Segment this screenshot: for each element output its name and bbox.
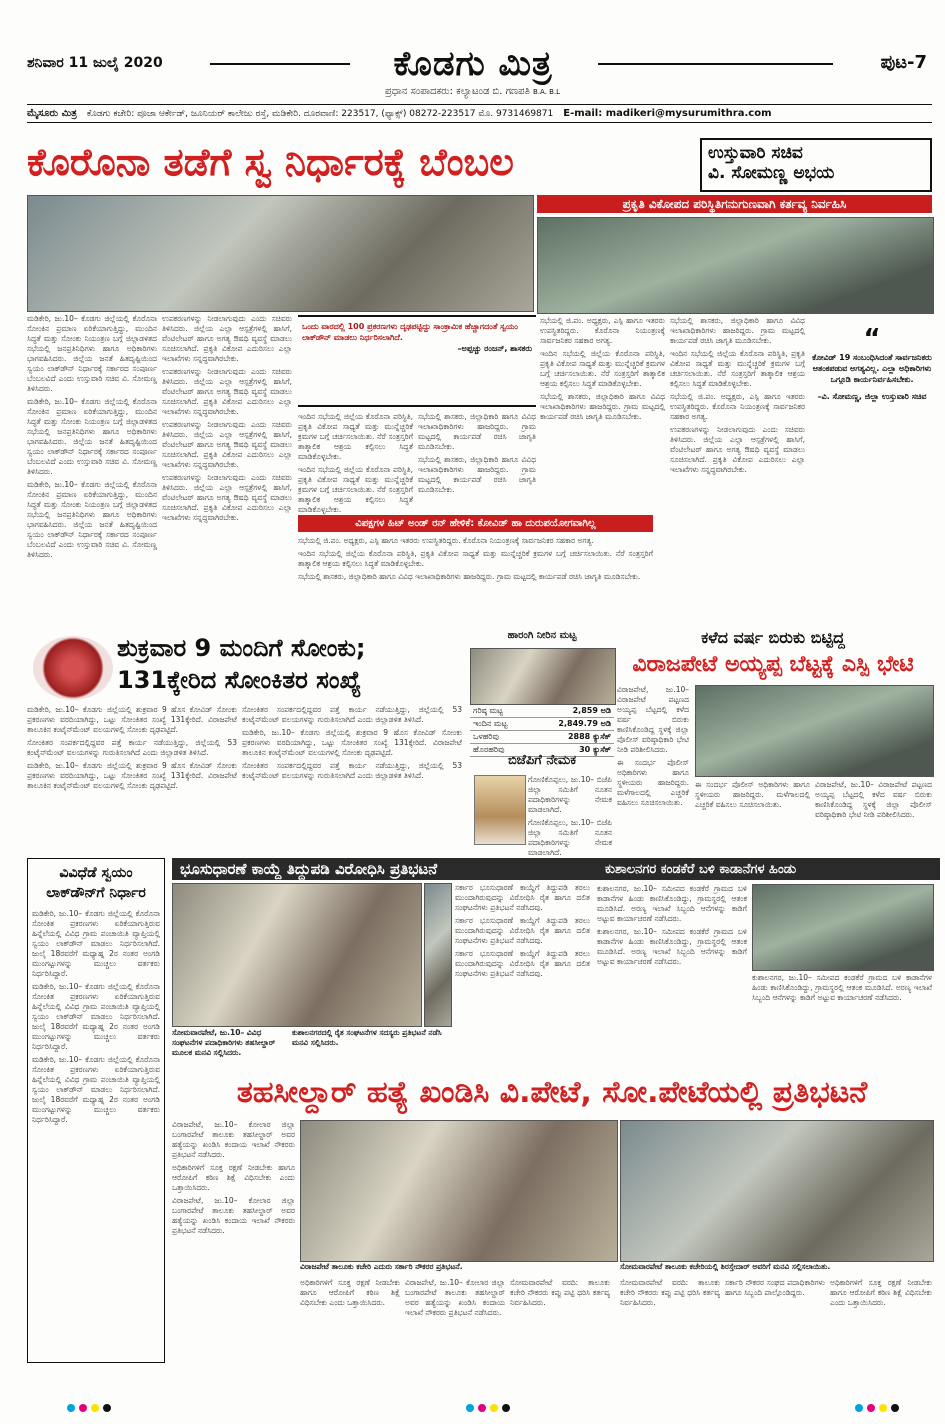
- virajpet-column-2: ಈ ಸಂದರ್ಭ ಪೊಲೀಸ್ ಅಧಿಕಾರಿಗಳು ಹಾಗೂ ಸ್ಥಳೀಯರು ಹಾಜರಿದ್ದರು. ಮಳೆಗಾಲದಲ್ಲಿ ಎಚ್ಚರಿಕೆ ವಹಿಸಲು ಸೂಚಿಸಲಾಯಿತು.: [695, 780, 810, 809]
- dam-row: ಗರಿಷ್ಠ ಮಟ್ಟ 2,859 ಅಡಿ: [470, 705, 614, 718]
- lockdown-headline: ವಿವಿಧೆಡೆ ಸ್ವಯಂ ಲಾಕ್‍ಡೌನ್‍ಗೆ ನಿರ್ಧಾರ: [46, 865, 146, 901]
- brand-name: ಮೈಸೂರು ಮಿತ್ರ: [27, 108, 77, 119]
- opposition-text: ಸಭೆಯಲ್ಲಿ ಜಿ.ಪಂ. ಅಧ್ಯಕ್ಷರು, ಎಸ್ಪಿ ಹಾಗೂ ಇತರರು ಉಪಸ್ಥಿತರಿದ್ದರು. ಕೊರೊನಾ ನಿಯಂತ್ರಣಕ್ಕೆ ಸಾರ್ವಜನಿಕರ ಸಹಕಾರ ಅಗತ್ಯ. ಇಂದಿನ ಸಭೆಯಲ್ಲಿ ಜಿಲ್ಲೆಯ ಕೊರೊನಾ ಪರಿಸ್ಥಿತಿ, ಪ್ರಕೃತಿ ವಿಕೋಪ ಸಾಧ್ಯತೆ ಮತ್ತು ಮುನ್ನೆಚ್ಚರಿಕೆ ಕ್ರಮಗಳ ಬಗ್ಗೆ ಚರ್ಚಿಸಲಾಯಿತು. ನೆರೆ ಸಂತ್ರಸ್ತರಿಗೆ ತಾತ್ಕಾಲಿಕ ಆಶ್ರಯ ಕಲ್ಪಿಸಲು ಸಿದ್ಧತೆ ಮಾಡಿಕೊಳ್ಳಬೇಕು. ಸಭೆಯಲ್ಲಿ ಶಾಸಕರು, ಜಿಲ್ಲಾಧಿಕಾರಿ ಹಾಗೂ ವಿವಿಧ ಇಲಾಖಾಧಿಕಾರಿಗಳು ಹಾಜರಿದ್ದರು. ಗ್ರಾಮ ಮಟ್ಟದಲ್ಲಿ ಕಾರ್ಯಪಡೆ ರಚಿಸಿ ಜಾಗೃತಿ ಮೂಡಿಸಬೇಕು.: [298, 536, 653, 581]
- pull-quote: ಒಂದು ವಾರದಲ್ಲಿ 100 ಪ್ರಕರಣಗಳು ದೃಢಪಟ್ಟಿದ್ದು ಸಾಂಕ್ರಾಮಿಕ ಹೆಚ್ಚಾಗದಂತೆ ಸ್ವಯಂ ಲಾಕ್‍ಡೌನ್ ಮಾಡಲು ನಿರ್ಧರಿಸಲಾಗಿದೆ. –ಅಪ್ಪಚ್ಚು ರಂಜನ್, ಶಾಸಕರು: [298, 315, 536, 407]
- appointee-photo: [474, 775, 526, 845]
- tahsildar-column-1: ವಿರಾಜಪೇಟೆ, ಜು.10– ಕೋಲಾರ ಜಿಲ್ಲಾ ಬಂಗಾರಪೇಟೆ ತಾಲೂಕು ತಹಸೀಲ್ದಾರ್ ಅವರ ಹತ್ಯೆಯನ್ನು ಖಂಡಿಸಿ ಕಂದಾಯ ಇಲಾಖೆ ನೌಕರರು ಪ್ರತಿಭಟನೆ ನಡೆಸಿದರು. ಅಧಿಕಾರಿಗಳಿಗೆ ಸೂಕ್ತ ರಕ್ಷಣೆ ನೀಡಬೇಕು ಹಾಗೂ ಆರೋಪಿಗೆ ಕಠಿಣ ಶಿಕ್ಷೆ ವಿಧಿಸಬೇಕು ಎಂದು ಒತ್ತಾಯಿಸಿದರು. ವಿರಾಜಪೇಟೆ, ಜು.10– ಕೋಲಾರ ಜಿಲ್ಲಾ ಬಂಗಾರಪೇಟೆ ತಾಲೂಕು ತಹಸೀಲ್ದಾರ್ ಅವರ ಹತ್ಯೆಯನ್ನು ಖಂಡಿಸಿ ಕಂದಾಯ ಇಲಾಖೆ ನೌಕರರು ಪ್ರತಿಭಟನೆ ನಡೆಸಿದರು.: [172, 1120, 295, 1235]
- page-number: ಪುಟ-7: [880, 52, 927, 73]
- dam-level-table: [470, 705, 614, 757]
- lead-subhead: ಪ್ರಕೃತಿ ವಿಕೋಪದ ಪರಿಸ್ಥಿತಿಗನುಗುಣವಾಗಿ ಕರ್ತವ್ಯ ನಿರ್ವಹಿಸಿ: [537, 195, 932, 213]
- covid-column-2: ಸೋಂಕಿತರ ಸಂಪರ್ಕದಲ್ಲಿದ್ದವರ ಪತ್ತೆ ಕಾರ್ಯ ನಡೆಯುತ್ತಿದ್ದು, ಜಿಲ್ಲೆಯಲ್ಲಿ 53 ಕಂಟೈನ್‍ಮೆಂಟ್ ವಲಯಗಳನ್ನು ಗುರುತಿಸಲಾಗಿದೆ ಎಂದು ಜಿಲ್ಲಾಡಳಿತ ತಿಳಿಸಿದೆ. ಮಡಿಕೇರಿ, ಜು.10– ಕೊಡಗು ಜಿಲ್ಲೆಯಲ್ಲಿ ಶುಕ್ರವಾರ 9 ಹೊಸ ಕೋವಿಡ್ ಸೋಂಕು ಪ್ರಕರಣಗಳು ವರದಿಯಾಗಿದ್ದು, ಒಟ್ಟು ಸೋಂಕಿತರ ಸಂಖ್ಯೆ 131ಕ್ಕೇರಿದೆ. ವಿರಾಜಪೇಟೆ ತಾಲೂಕಿನ ಕಂಟೈನ್‍ಮೆಂಟ್ ವಲಯಗಳಲ್ಲಿ ಸೋಂಕು ದೃಢಪಟ್ಟಿದೆ. ಸೋಂಕಿತರ ಸಂಪರ್ಕದಲ್ಲಿದ್ದವರ ಪತ್ತೆ ಕಾರ್ಯ ನಡೆಯುತ್ತಿದ್ದು, ಜಿಲ್ಲೆಯಲ್ಲಿ 53 ಕಂಟೈನ್‍ಮೆಂಟ್ ವಲಯಗಳನ್ನು ಗುರುತಿಸಲಾಗಿದೆ ಎಂದು ಜಿಲ್ಲಾಡಳಿತ ತಿಳಿಸಿದೆ.: [242, 705, 462, 780]
- masthead-rule-right: [598, 63, 833, 65]
- lead-column-1: ಮಡಿಕೇರಿ, ಜು.10– ಕೊಡಗು ಜಿಲ್ಲೆಯಲ್ಲಿ ಕೊರೊನಾ ಸೋಂಕಿನ ಪ್ರಮಾಣ ಏರಿಕೆಯಾಗುತ್ತಿದ್ದು, ಮುಂದಿನ ಸಿದ್ಧತೆ ಮತ್ತು ಸೋಂಕು ನಿಯಂತ್ರಣ ಬಗ್ಗೆ ಜಿಲ್ಲಾಡಳಿತದ ಸಭೆಯಲ್ಲಿ ಜನಪ್ರತಿನಿಧಿಗಳು ಹಾಗೂ ಅಧಿಕಾರಿಗಳು ಭಾಗವಹಿಸಿದರು. ಜಿಲ್ಲೆಯ ಜನತೆ ಹಿತದೃಷ್ಟಿಯಿಂದ ಸ್ವಯಂ ಲಾಕ್‍ಡೌನ್ ನಿರ್ಧಾರಕ್ಕೆ ಸರ್ಕಾರದ ಸಂಪೂರ್ಣ ಬೆಂಬಲವಿದೆ ಎಂದು ಉಸ್ತುವಾರಿ ಸಚಿವ ವಿ. ಸೋಮಣ್ಣ ತಿಳಿಸಿದರು. ಮಡಿಕೇರಿ, ಜು.10– ಕೊಡಗು ಜಿಲ್ಲೆಯಲ್ಲಿ ಕೊರೊನಾ ಸೋಂಕಿನ ಪ್ರಮಾಣ ಏರಿಕೆಯಾಗುತ್ತಿದ್ದು, ಮುಂದಿನ ಸಿದ್ಧತೆ ಮತ್ತು ಸೋಂಕು ನಿಯಂತ್ರಣ ಬಗ್ಗೆ ಜಿಲ್ಲಾಡಳಿತದ ಸಭೆಯಲ್ಲಿ ಜನಪ್ರತಿನಿಧಿಗಳು ಹಾಗೂ ಅಧಿಕಾರಿಗಳು ಭಾಗವಹಿಸಿದರು. ಜಿಲ್ಲೆಯ ಜನತೆ ಹಿತದೃಷ್ಟಿಯಿಂದ ಸ್ವಯಂ ಲಾಕ್‍ಡೌನ್ ನಿರ್ಧಾರಕ್ಕೆ ಸರ್ಕಾರದ ಸಂಪೂರ್ಣ ಬೆಂಬಲವಿದೆ ಎಂದು ಉಸ್ತುವಾರಿ ಸಚಿವ ವಿ. ಸೋಮಣ್ಣ ತಿಳಿಸಿದರು. ಮಡಿಕೇರಿ, ಜು.10– ಕೊಡಗು ಜಿಲ್ಲೆಯಲ್ಲಿ ಕೊರೊನಾ ಸೋಂಕಿನ ಪ್ರಮಾಣ ಏರಿಕೆಯಾಗುತ್ತಿದ್ದು, ಮುಂದಿನ ಸಿದ್ಧತೆ ಮತ್ತು ಸೋಂಕು ನಿಯಂತ್ರಣ ಬಗ್ಗೆ ಜಿಲ್ಲಾಡಳಿತದ ಸಭೆಯಲ್ಲಿ ಜನಪ್ರತಿನಿಧಿಗಳು ಹಾಗೂ ಅಧಿಕಾರಿಗಳು ಭಾಗವಹಿಸಿದರು. ಜಿಲ್ಲೆಯ ಜನತೆ ಹಿತದೃಷ್ಟಿಯಿಂದ ಸ್ವಯಂ ಲಾಕ್‍ಡೌನ್ ನಿರ್ಧಾರಕ್ಕೆ ಸರ್ಕಾರದ ಸಂಪೂರ್ಣ ಬೆಂಬಲವಿದೆ ಎಂದು ಉಸ್ತುವಾರಿ ಸಚಿವ ವಿ. ಸೋಮಣ್ಣ ತಿಳಿಸಿದರು.: [27, 314, 157, 559]
- minister-box: [700, 138, 932, 192]
- land-reform-caption-2: ಕುಶಾಲನಗರದಲ್ಲಿ ರೈತ ಸಂಘಟನೆಗಳ ಸದಸ್ಯರು ಪ್ರತಿಭಟನೆ ನಡೆಸಿ ಮನವಿ ಸಲ್ಲಿಸಿದರು.: [292, 1028, 442, 1047]
- land-reform-text: ಸರ್ಕಾರ ಭೂಸುಧಾರಣೆ ಕಾಯ್ದೆಗೆ ತಿದ್ದುಪಡಿ ತರಲು ಮುಂದಾಗಿರುವುದನ್ನು ವಿರೋಧಿಸಿ ರೈತ ಹಾಗೂ ದಲಿತ ಸಂಘಟನೆಗಳು ಪ್ರತಿಭಟನೆ ನಡೆಸಿದವು. ಸರ್ಕಾರ ಭೂಸುಧಾರಣೆ ಕಾಯ್ದೆಗೆ ತಿದ್ದುಪಡಿ ತರಲು ಮುಂದಾಗಿರುವುದನ್ನು ವಿರೋಧಿಸಿ ರೈತ ಹಾಗೂ ದಲಿತ ಸಂಘಟನೆಗಳು ಪ್ರತಿಭಟನೆ ನಡೆಸಿದವು. ಸರ್ಕಾರ ಭೂಸುಧಾರಣೆ ಕಾಯ್ದೆಗೆ ತಿದ್ದುಪಡಿ ತರಲು ಮುಂದಾಗಿರುವುದನ್ನು ವಿರೋಧಿಸಿ ರೈತ ಹಾಗೂ ದಲಿತ ಸಂಘಟನೆಗಳು ಪ್ರತಿಭಟನೆ ನಡೆಸಿದವು.: [455, 883, 590, 978]
- tahsildar-column-7: ಅಧಿಕಾರಿಗಳಿಗೆ ಸೂಕ್ತ ರಕ್ಷಣೆ ನೀಡಬೇಕು ಹಾಗೂ ಆರೋಪಿಗೆ ಕಠಿಣ ಶಿಕ್ಷೆ ವಿಧಿಸಬೇಕು ಎಂದು ಒತ್ತಾಯಿಸಿದರು.: [830, 1278, 932, 1307]
- elephants-photo: [752, 884, 934, 971]
- contact-strip: [27, 104, 932, 123]
- tahsildar-column-2: ಅಧಿಕಾರಿಗಳಿಗೆ ಸೂಕ್ತ ರಕ್ಷಣೆ ನೀಡಬೇಕು ಹಾಗೂ ಆರೋಪಿಗೆ ಕಠಿಣ ಶಿಕ್ಷೆ ವಿಧಿಸಬೇಕು ಎಂದು ಒತ್ತಾಯಿಸಿದರು.: [300, 1278, 400, 1307]
- masthead-rule-left: [210, 63, 350, 65]
- editor-line: ಪ್ರಧಾನ ಸಂಪಾದಕರು: ಕಲ್ಯಾಟಂಡ ಬಿ. ಗಣಪತಿ B.A. B.L: [384, 86, 561, 97]
- registration-marks-center: [466, 1404, 510, 1412]
- tahsildar-headline: ತಹಸೀಲ್ದಾರ್ ಹತ್ಯೆ ಖಂಡಿಸಿ ವಿ.ಪೇಟೆ, ಸೋ.ಪೇಟೆಯಲ್ಲಿ ಪ್ರತಿಭಟನೆ: [236, 1075, 868, 1110]
- opposition-subhead: ವಿಪಕ್ಷಗಳ ಹಿಟ್ ಅಂಡ್ ರನ್ ಹೇಳಿಕೆ: ಕೋವಿಡ್ ಹಾ ದುರುಪಯೋಗವಾಗಿಲ್ಲ: [298, 515, 653, 532]
- tahsildar-caption-1: ವಿರಾಜಪೇಟೆ ತಾಲೂಕು ಕಚೇರಿ ಎದುರು ಸರ್ಕಾರಿ ನೌಕರರ ಪ್ರತಿಭಟನೆ.: [300, 1262, 463, 1271]
- dam-row: ಒಳಹರಿವು 2888 ಕ್ಯುಸೆಕ್: [470, 731, 614, 744]
- tahsildar-photo-2: [620, 1120, 934, 1262]
- covid-headline: ಶುಕ್ರವಾರ 9 ಮಂದಿಗೆ ಸೋಂಕು; 131ಕ್ಕೇರಿದ ಸೋಂಕಿತರ ಸಂಖ್ಯೆ: [117, 634, 366, 694]
- virus-icon: [33, 636, 113, 700]
- lead-column-4: ಸಭೆಯಲ್ಲಿ ಶಾಸಕರು, ಜಿಲ್ಲಾಧಿಕಾರಿ ಹಾಗೂ ವಿವಿಧ ಇಲಾಖಾಧಿಕಾರಿಗಳು ಹಾಜರಿದ್ದರು. ಗ್ರಾಮ ಮಟ್ಟದಲ್ಲಿ ಕಾರ್ಯಪಡೆ ರಚಿಸಿ ಜಾಗೃತಿ ಮೂಡಿಸಬೇಕು. ಸಭೆಯಲ್ಲಿ ಶಾಸಕರು, ಜಿಲ್ಲಾಧಿಕಾರಿ ಹಾಗೂ ವಿವಿಧ ಇಲಾಖಾಧಿಕಾರಿಗಳು ಹಾಜರಿದ್ದರು. ಗ್ರಾಮ ಮಟ್ಟದಲ್ಲಿ ಕಾರ್ಯಪಡೆ ರಚಿಸಿ ಜಾಗೃತಿ ಮೂಡಿಸಬೇಕು.: [418, 412, 536, 494]
- dam-photo: [470, 648, 616, 705]
- minister-quote: “ ಕೋವಿಡ್ 19 ಸಂಬಂಧಿಸಿದಂತೆ ಸಾರ್ವಜನಿಕರು ಆತಂಕಪಡುವ ಅಗತ್ಯವಿಲ್ಲ. ಎಲ್ಲಾ ಅಧಿಕಾರಿಗಳು ಒಗ್ಗೂಡಿ ಕಾರ್ಯನಿರ್ವಹಿಸಬೇಕು. –ವಿ. ಸೋಮಣ್ಣ, ಜಿಲ್ಲಾ ಉಸ್ತುವಾರಿ ಸಚಿವ: [812, 324, 932, 401]
- lockdown-text: ಮಡಿಕೇರಿ, ಜು.10– ಕೊಡಗು ಜಿಲ್ಲೆಯಲ್ಲಿ ಕೊರೊನಾ ಸೋಂಕಿತ ಪ್ರಕರಣಗಳು ಏರಿಕೆಯಾಗುತ್ತಿರುವ ಹಿನ್ನೆಲೆಯಲ್ಲಿ ವಿವಿಧ ಗ್ರಾಮ ಪಂಚಾಯಿತಿ ವ್ಯಾಪ್ತಿಯಲ್ಲಿ ಸ್ವಯಂ ಲಾಕ್‍ಡೌನ್ ಮಾಡಲು ನಿರ್ಧರಿಸಲಾಗಿದೆ. ಜುಲೈ 18ರವರೆಗೆ ಮಧ್ಯಾಹ್ನ 2ರ ನಂತರ ಅಂಗಡಿ ಮುಂಗಟ್ಟುಗಳನ್ನು ಮುಚ್ಚಲು ವರ್ತಕರು ನಿರ್ಧರಿಸಿದ್ದಾರೆ. ಮಡಿಕೇರಿ, ಜು.10– ಕೊಡಗು ಜಿಲ್ಲೆಯಲ್ಲಿ ಕೊರೊನಾ ಸೋಂಕಿತ ಪ್ರಕರಣಗಳು ಏರಿಕೆಯಾಗುತ್ತಿರುವ ಹಿನ್ನೆಲೆಯಲ್ಲಿ ವಿವಿಧ ಗ್ರಾಮ ಪಂಚಾಯಿತಿ ವ್ಯಾಪ್ತಿಯಲ್ಲಿ ಸ್ವಯಂ ಲಾಕ್‍ಡೌನ್ ಮಾಡಲು ನಿರ್ಧರಿಸಲಾಗಿದೆ. ಜುಲೈ 18ರವರೆಗೆ ಮಧ್ಯಾಹ್ನ 2ರ ನಂತರ ಅಂಗಡಿ ಮುಂಗಟ್ಟುಗಳನ್ನು ಮುಚ್ಚಲು ವರ್ತಕರು ನಿರ್ಧರಿಸಿದ್ದಾರೆ. ಮಡಿಕೇರಿ, ಜು.10– ಕೊಡಗು ಜಿಲ್ಲೆಯಲ್ಲಿ ಕೊರೊನಾ ಸೋಂಕಿತ ಪ್ರಕರಣಗಳು ಏರಿಕೆಯಾಗುತ್ತಿರುವ ಹಿನ್ನೆಲೆಯಲ್ಲಿ ವಿವಿಧ ಗ್ರಾಮ ಪಂಚಾಯಿತಿ ವ್ಯಾಪ್ತಿಯಲ್ಲಿ ಸ್ವಯಂ ಲಾಕ್‍ಡೌನ್ ಮಾಡಲು ನಿರ್ಧರಿಸಲಾಗಿದೆ. ಜುಲೈ 18ರವರೆಗೆ ಮಧ್ಯಾಹ್ನ 2ರ ನಂತರ ಅಂಗಡಿ ಮುಂಗಟ್ಟುಗಳನ್ನು ಮುಚ್ಚಲು ವರ್ತಕರು ನಿರ್ಧರಿಸಿದ್ದಾರೆ.: [32, 909, 160, 1124]
- tahsildar-column-3: ವಿರಾಜಪೇಟೆ, ಜು.10– ಕೋಲಾರ ಜಿಲ್ಲಾ ಬಂಗಾರಪೇಟೆ ತಾಲೂಕು ತಹಸೀಲ್ದಾರ್ ಅವರ ಹತ್ಯೆಯನ್ನು ಖಂಡಿಸಿ ಕಂದಾಯ ಇಲಾಖೆ ನೌಕರರು ಪ್ರತಿಭಟನೆ ನಡೆಸಿದರು.: [405, 1278, 505, 1317]
- tahsildar-photo-1: [300, 1120, 618, 1262]
- elephants-column-1: ಕುಶಾಲನಗರ, ಜು.10– ಸಮೀಪದ ಕಂಡಕೆರೆ ಗ್ರಾಮದ ಬಳಿ ಕಾಡಾನೆಗಳ ಹಿಂಡು ಕಾಣಿಸಿಕೊಂಡಿದ್ದು, ಗ್ರಾಮಸ್ಥರಲ್ಲಿ ಆತಂಕ ಮೂಡಿಸಿದೆ. ಅರಣ್ಯ ಇಲಾಖೆ ಸಿಬ್ಬಂದಿ ಆನೆಗಳನ್ನು ಕಾಡಿಗೆ ಅಟ್ಟುವ ಕಾರ್ಯಾಚರಣೆ ನಡೆಸಿದರು. ಕುಶಾಲನಗರ, ಜು.10– ಸಮೀಪದ ಕಂಡಕೆರೆ ಗ್ರಾಮದ ಬಳಿ ಕಾಡಾನೆಗಳ ಹಿಂಡು ಕಾಣಿಸಿಕೊಂಡಿದ್ದು, ಗ್ರಾಮಸ್ಥರಲ್ಲಿ ಆತಂಕ ಮೂಡಿಸಿದೆ. ಅರಣ್ಯ ಇಲಾಖೆ ಸಿಬ್ಬಂದಿ ಆನೆಗಳನ್ನು ಕಾಡಿಗೆ ಅಟ್ಟುವ ಕಾರ್ಯಾಚರಣೆ ನಡೆಸಿದರು.: [597, 884, 747, 966]
- elephants-headline: ಕುಶಾಲನಗರ ಕಂಡಕೆರೆ ಬಳಿ ಕಾಡಾನೆಗಳ ಹಿಂಡು: [597, 858, 940, 880]
- covid-column-1: ಮಡಿಕೇರಿ, ಜು.10– ಕೊಡಗು ಜಿಲ್ಲೆಯಲ್ಲಿ ಶುಕ್ರವಾರ 9 ಹೊಸ ಕೋವಿಡ್ ಸೋಂಕು ಪ್ರಕರಣಗಳು ವರದಿಯಾಗಿದ್ದು, ಒಟ್ಟು ಸೋಂಕಿತರ ಸಂಖ್ಯೆ 131ಕ್ಕೇರಿದೆ. ವಿರಾಜಪೇಟೆ ತಾಲೂಕಿನ ಕಂಟೈನ್‍ಮೆಂಟ್ ವಲಯಗಳಲ್ಲಿ ಸೋಂಕು ದೃಢಪಟ್ಟಿದೆ. ಸೋಂಕಿತರ ಸಂಪರ್ಕದಲ್ಲಿದ್ದವರ ಪತ್ತೆ ಕಾರ್ಯ ನಡೆಯುತ್ತಿದ್ದು, ಜಿಲ್ಲೆಯಲ್ಲಿ 53 ಕಂಟೈನ್‍ಮೆಂಟ್ ವಲಯಗಳನ್ನು ಗುರುತಿಸಲಾಗಿದೆ ಎಂದು ಜಿಲ್ಲಾಡಳಿತ ತಿಳಿಸಿದೆ. ಮಡಿಕೇರಿ, ಜು.10– ಕೊಡಗು ಜಿಲ್ಲೆಯಲ್ಲಿ ಶುಕ್ರವಾರ 9 ಹೊಸ ಕೋವಿಡ್ ಸೋಂಕು ಪ್ರಕರಣಗಳು ವರದಿಯಾಗಿದ್ದು, ಒಟ್ಟು ಸೋಂಕಿತರ ಸಂಖ್ಯೆ 131ಕ್ಕೇರಿದೆ. ವಿರಾಜಪೇಟೆ ತಾಲೂಕಿನ ಕಂಟೈನ್‍ಮೆಂಟ್ ವಲಯಗಳಲ್ಲಿ ಸೋಂಕು ದೃಢಪಟ್ಟಿದೆ.: [27, 705, 237, 790]
- dam-level-title: ಹಾರಂಗಿ ನೀರಿನ ಮಟ್ಟ: [507, 630, 577, 641]
- land-reform-photo-2: [424, 883, 452, 1027]
- lead-column-2: ಉಪಕರಣಗಳನ್ನು ನೀಡಲಾಗುವುದು ಎಂದು ಸಚಿವರು ತಿಳಿಸಿದರು. ಜಿಲ್ಲೆಯ ಎಲ್ಲಾ ಆಸ್ಪತ್ರೆಗಳಲ್ಲಿ ಹಾಸಿಗೆ, ವೆಂಟಿಲೇಟರ್ ಹಾಗೂ ಅಗತ್ಯ ಔಷಧಿ ವ್ಯವಸ್ಥೆ ಮಾಡಲು ಸೂಚಿಸಲಾಗಿದೆ. ಪ್ರಕೃತಿ ವಿಕೋಪ ಎದುರಿಸಲು ಎಲ್ಲಾ ಇಲಾಖೆಗಳು ಸನ್ನದ್ಧವಾಗಿರಬೇಕು. ಉಪಕರಣಗಳನ್ನು ನೀಡಲಾಗುವುದು ಎಂದು ಸಚಿವರು ತಿಳಿಸಿದರು. ಜಿಲ್ಲೆಯ ಎಲ್ಲಾ ಆಸ್ಪತ್ರೆಗಳಲ್ಲಿ ಹಾಸಿಗೆ, ವೆಂಟಿಲೇಟರ್ ಹಾಗೂ ಅಗತ್ಯ ಔಷಧಿ ವ್ಯವಸ್ಥೆ ಮಾಡಲು ಸೂಚಿಸಲಾಗಿದೆ. ಪ್ರಕೃತಿ ವಿಕೋಪ ಎದುರಿಸಲು ಎಲ್ಲಾ ಇಲಾಖೆಗಳು ಸನ್ನದ್ಧವಾಗಿರಬೇಕು. ಉಪಕರಣಗಳನ್ನು ನೀಡಲಾಗುವುದು ಎಂದು ಸಚಿವರು ತಿಳಿಸಿದರು. ಜಿಲ್ಲೆಯ ಎಲ್ಲಾ ಆಸ್ಪತ್ರೆಗಳಲ್ಲಿ ಹಾಸಿಗೆ, ವೆಂಟಿಲೇಟರ್ ಹಾಗೂ ಅಗತ್ಯ ಔಷಧಿ ವ್ಯವಸ್ಥೆ ಮಾಡಲು ಸೂಚಿಸಲಾಗಿದೆ. ಪ್ರಕೃತಿ ವಿಕೋಪ ಎದುರಿಸಲು ಎಲ್ಲಾ ಇಲಾಖೆಗಳು ಸನ್ನದ್ಧವಾಗಿರಬೇಕು. ಉಪಕರಣಗಳನ್ನು ನೀಡಲಾಗುವುದು ಎಂದು ಸಚಿವರು ತಿಳಿಸಿದರು. ಜಿಲ್ಲೆಯ ಎಲ್ಲಾ ಆಸ್ಪತ್ರೆಗಳಲ್ಲಿ ಹಾಸಿಗೆ, ವೆಂಟಿಲೇಟರ್ ಹಾಗೂ ಅಗತ್ಯ ಔಷಧಿ ವ್ಯವಸ್ಥೆ ಮಾಡಲು ಸೂಚಿಸಲಾಗಿದೆ. ಪ್ರಕೃತಿ ವಿಕೋಪ ಎದುರಿಸಲು ಎಲ್ಲಾ ಇಲಾಖೆಗಳು ಸನ್ನದ್ಧವಾಗಿರಬೇಕು.: [162, 314, 292, 522]
- dam-row: ಹೊರಹರಿವು 30 ಕ್ಯುಸೆಕ್: [470, 744, 614, 757]
- minister-photo: [537, 217, 934, 314]
- tahsildar-column-4: ಸೋಮವಾರಪೇಟೆ ವರದಿ: ತಾಲೂಕು ಕಚೇರಿ ನೌಕರರು ಕಪ್ಪು ಪಟ್ಟಿ ಧರಿಸಿ ಕರ್ತವ್ಯ ನಿರ್ವಹಿಸಿದರು.: [510, 1278, 610, 1307]
- virajpet-photo: [695, 685, 934, 777]
- bjp-headline: ಬಿಜೆಪಿಗೆ ನೇಮಕ: [507, 753, 577, 768]
- tahsildar-column-6: ಸರ್ಕಾರಿ ನೌಕರರ ಸಂಘದ ಪದಾಧಿಕಾರಿಗಳು ಹಾಗೂ ಸಿಬ್ಬಂದಿ ಪಾಲ್ಗೊಂಡಿದ್ದರು.: [725, 1278, 825, 1297]
- tahsildar-caption-2: ಸೋಮವಾರಪೇಟೆ ತಾಲೂಕು ಕಚೇರಿಯಲ್ಲಿ ಶಿರಸ್ತೇದಾರ್ ಅವರಿಗೆ ಮನವಿ ಸಲ್ಲಿಸಲಾಯಿತು.: [620, 1262, 831, 1271]
- lead-column-5: ಸಭೆಯಲ್ಲಿ ಜಿ.ಪಂ. ಅಧ್ಯಕ್ಷರು, ಎಸ್ಪಿ ಹಾಗೂ ಇತರರು ಉಪಸ್ಥಿತರಿದ್ದರು. ಕೊರೊನಾ ನಿಯಂತ್ರಣಕ್ಕೆ ಸಾರ್ವಜನಿಕರ ಸಹಕಾರ ಅಗತ್ಯ. ಇಂದಿನ ಸಭೆಯಲ್ಲಿ ಜಿಲ್ಲೆಯ ಕೊರೊನಾ ಪರಿಸ್ಥಿತಿ, ಪ್ರಕೃತಿ ವಿಕೋಪ ಸಾಧ್ಯತೆ ಮತ್ತು ಮುನ್ನೆಚ್ಚರಿಕೆ ಕ್ರಮಗಳ ಬಗ್ಗೆ ಚರ್ಚಿಸಲಾಯಿತು. ನೆರೆ ಸಂತ್ರಸ್ತರಿಗೆ ತಾತ್ಕಾಲಿಕ ಆಶ್ರಯ ಕಲ್ಪಿಸಲು ಸಿದ್ಧತೆ ಮಾಡಿಕೊಳ್ಳಬೇಕು. ಸಭೆಯಲ್ಲಿ ಶಾಸಕರು, ಜಿಲ್ಲಾಧಿಕಾರಿ ಹಾಗೂ ವಿವಿಧ ಇಲಾಖಾಧಿಕಾರಿಗಳು ಹಾಜರಿದ್ದರು. ಗ್ರಾಮ ಮಟ್ಟದಲ್ಲಿ ಕಾರ್ಯಪಡೆ ರಚಿಸಿ ಜಾಗೃತಿ ಮೂಡಿಸಬೇಕು.: [540, 316, 665, 421]
- newspaper-title: ಕೊಡಗು ಮಿತ್ರ: [393, 44, 553, 84]
- lead-column-6: ಸಭೆಯಲ್ಲಿ ಶಾಸಕರು, ಜಿಲ್ಲಾಧಿಕಾರಿ ಹಾಗೂ ವಿವಿಧ ಇಲಾಖಾಧಿಕಾರಿಗಳು ಹಾಜರಿದ್ದರು. ಗ್ರಾಮ ಮಟ್ಟದಲ್ಲಿ ಕಾರ್ಯಪಡೆ ರಚಿಸಿ ಜಾಗೃತಿ ಮೂಡಿಸಬೇಕು. ಇಂದಿನ ಸಭೆಯಲ್ಲಿ ಜಿಲ್ಲೆಯ ಕೊರೊನಾ ಪರಿಸ್ಥಿತಿ, ಪ್ರಕೃತಿ ವಿಕೋಪ ಸಾಧ್ಯತೆ ಮತ್ತು ಮುನ್ನೆಚ್ಚರಿಕೆ ಕ್ರಮಗಳ ಬಗ್ಗೆ ಚರ್ಚಿಸಲಾಯಿತು. ನೆರೆ ಸಂತ್ರಸ್ತರಿಗೆ ತಾತ್ಕಾಲಿಕ ಆಶ್ರಯ ಕಲ್ಪಿಸಲು ಸಿದ್ಧತೆ ಮಾಡಿಕೊಳ್ಳಬೇಕು. ಸಭೆಯಲ್ಲಿ ಜಿ.ಪಂ. ಅಧ್ಯಕ್ಷರು, ಎಸ್ಪಿ ಹಾಗೂ ಇತರರು ಉಪಸ್ಥಿತರಿದ್ದರು. ಕೊರೊನಾ ನಿಯಂತ್ರಣಕ್ಕೆ ಸಾರ್ವಜನಿಕರ ಸಹಕಾರ ಅಗತ್ಯ. ಉಪಕರಣಗಳನ್ನು ನೀಡಲಾಗುವುದು ಎಂದು ಸಚಿವರು ತಿಳಿಸಿದರು. ಜಿಲ್ಲೆಯ ಎಲ್ಲಾ ಆಸ್ಪತ್ರೆಗಳಲ್ಲಿ ಹಾಸಿಗೆ, ವೆಂಟಿಲೇಟರ್ ಹಾಗೂ ಅಗತ್ಯ ಔಷಧಿ ವ್ಯವಸ್ಥೆ ಮಾಡಲು ಸೂಚಿಸಲಾಗಿದೆ. ಪ್ರಕೃತಿ ವಿಕೋಪ ಎದುರಿಸಲು ಎಲ್ಲಾ ಇಲಾಖೆಗಳು ಸನ್ನದ್ಧವಾಗಿರಬೇಕು.: [670, 316, 805, 474]
- land-reform-headline: ಭೂಸುಧಾರಣೆ ಕಾಯ್ದೆ ತಿದ್ದುಪಡಿ ವಿರೋಧಿಸಿ ಪ್ರತಿಭಟನೆ: [172, 858, 598, 880]
- virajpet-headline: ವಿರಾಜಪೇಟೆ ಅಯ್ಯಪ್ಪ ಬೆಟ್ಟಕ್ಕೆ ಎಸ್ಪಿ ಭೇಟಿ: [632, 652, 914, 677]
- meeting-photo: [27, 195, 534, 312]
- dam-row: ಇಂದಿನ ಮಟ್ಟ 2,849.79 ಅಡಿ: [470, 718, 614, 731]
- lead-column-3: ಇಂದಿನ ಸಭೆಯಲ್ಲಿ ಜಿಲ್ಲೆಯ ಕೊರೊನಾ ಪರಿಸ್ಥಿತಿ, ಪ್ರಕೃತಿ ವಿಕೋಪ ಸಾಧ್ಯತೆ ಮತ್ತು ಮುನ್ನೆಚ್ಚರಿಕೆ ಕ್ರಮಗಳ ಬಗ್ಗೆ ಚರ್ಚಿಸಲಾಯಿತು. ನೆರೆ ಸಂತ್ರಸ್ತರಿಗೆ ತಾತ್ಕಾಲಿಕ ಆಶ್ರಯ ಕಲ್ಪಿಸಲು ಸಿದ್ಧತೆ ಮಾಡಿಕೊಳ್ಳಬೇಕು. ಇಂದಿನ ಸಭೆಯಲ್ಲಿ ಜಿಲ್ಲೆಯ ಕೊರೊನಾ ಪರಿಸ್ಥಿತಿ, ಪ್ರಕೃತಿ ವಿಕೋಪ ಸಾಧ್ಯತೆ ಮತ್ತು ಮುನ್ನೆಚ್ಚರಿಕೆ ಕ್ರಮಗಳ ಬಗ್ಗೆ ಚರ್ಚಿಸಲಾಯಿತು. ನೆರೆ ಸಂತ್ರಸ್ತರಿಗೆ ತಾತ್ಕಾಲಿಕ ಆಶ್ರಯ ಕಲ್ಪಿಸಲು ಸಿದ್ಧತೆ ಮಾಡಿಕೊಳ್ಳಬೇಕು.: [298, 412, 413, 514]
- lead-headline: ಕೊರೊನಾ ತಡೆಗೆ ಸ್ವ ನಿರ್ಧಾರಕ್ಕೆ ಬೆಂಬಲ: [27, 140, 514, 184]
- registration-marks-left: [67, 1404, 111, 1412]
- tahsildar-column-5: ಸೋಮವಾರಪೇಟೆ ವರದಿ: ತಾಲೂಕು ಕಚೇರಿ ನೌಕರರು ಕಪ್ಪು ಪಟ್ಟಿ ಧರಿಸಿ ಕರ್ತವ್ಯ ನಿರ್ವಹಿಸಿದರು.: [620, 1278, 720, 1307]
- land-reform-caption-1: ಸೋಮವಾರಪೇಟೆ, ಜು.10– ವಿವಿಧ ಸಂಘಟನೆಗಳ ಪದಾಧಿಕಾರಿಗಳು ತಹಸೀಲ್ದಾರ್ ಮೂಲಕ ಮನವಿ ಸಲ್ಲಿಸಿದರು.: [172, 1028, 276, 1057]
- virajpet-column-1: ವಿರಾಜಪೇಟೆ, ಜು.10– ವಿರಾಜಪೇಟೆ ಪಟ್ಟಣದ ಅಯ್ಯಪ್ಪ ಬೆಟ್ಟದಲ್ಲಿ ಕಳೆದ ವರ್ಷ ಬಿರುಕು ಕಾಣಿಸಿಕೊಂಡಿದ್ದ ಸ್ಥಳಕ್ಕೆ ಜಿಲ್ಲಾ ಪೊಲೀಸ್ ವರಿಷ್ಠಾಧಿಕಾರಿ ಭೇಟಿ ನೀಡಿ ಪರಿಶೀಲಿಸಿದರು. ಈ ಸಂದರ್ಭ ಪೊಲೀಸ್ ಅಧಿಕಾರಿಗಳು ಹಾಗೂ ಸ್ಥಳೀಯರು ಹಾಜರಿದ್ದರು. ಮಳೆಗಾಲದಲ್ಲಿ ಎಚ್ಚರಿಕೆ ವಹಿಸಲು ಸೂಚಿಸಲಾಯಿತು.: [617, 685, 689, 807]
- email[interactable]: E-mail: madikeri@mysurumithra.com: [563, 108, 772, 119]
- issue-date: ಶನಿವಾರ 11 ಜುಲೈ 2020: [27, 55, 163, 71]
- elephants-column-2: ಕುಶಾಲನಗರ, ಜು.10– ಸಮೀಪದ ಕಂಡಕೆರೆ ಗ್ರಾಮದ ಬಳಿ ಕಾಡಾನೆಗಳ ಹಿಂಡು ಕಾಣಿಸಿಕೊಂಡಿದ್ದು, ಗ್ರಾಮಸ್ಥರಲ್ಲಿ ಆತಂಕ ಮೂಡಿಸಿದೆ. ಅರಣ್ಯ ಇಲಾಖೆ ಸಿಬ್ಬಂದಿ ಆನೆಗಳನ್ನು ಕಾಡಿಗೆ ಅಟ್ಟುವ ಕಾರ್ಯಾಚರಣೆ ನಡೆಸಿದರು.: [752, 973, 932, 1002]
- virajpet-column-3: ವಿರಾಜಪೇಟೆ, ಜು.10– ವಿರಾಜಪೇಟೆ ಪಟ್ಟಣದ ಅಯ್ಯಪ್ಪ ಬೆಟ್ಟದಲ್ಲಿ ಕಳೆದ ವರ್ಷ ಬಿರುಕು ಕಾಣಿಸಿಕೊಂಡಿದ್ದ ಸ್ಥಳಕ್ಕೆ ಜಿಲ್ಲಾ ಪೊಲೀಸ್ ವರಿಷ್ಠಾಧಿಕಾರಿ ಭೇಟಿ ನೀಡಿ ಪರಿಶೀಲಿಸಿದರು.: [815, 780, 932, 819]
- virajpet-kicker: ಕಳೆದ ವರ್ಷ ಬಿರುಕು ಬಿಟ್ಟಿದ್ದ: [701, 628, 845, 647]
- registration-marks-right: [855, 1404, 899, 1412]
- minister-box-line-1: ಉಸ್ತುವಾರಿ ಸಚಿವ: [708, 143, 803, 163]
- office-address: ಕೊಡಗು ಕಚೇರಿ: ಪೂಜಾ ಆರ್ಕೇಡ್, ಜೂನಿಯರ್ ಕಾಲೇಜು ರಸ್ತೆ, ಮಡಿಕೇರಿ. ದೂರವಾಣಿ: 223517, (ಫ್ಯಾಕ್ಸ್) 08272-223517 ಮೊ. 9731469871: [86, 108, 554, 119]
- lockdown-box: [27, 858, 165, 1363]
- minister-box-line-2: ವಿ. ಸೋಮಣ್ಣ ಅಭಯ: [708, 163, 835, 183]
- land-reform-photo-1: [172, 883, 422, 1027]
- bjp-text: ಗೋಣಿಕೊಪ್ಪಲು, ಜು.10– ಬಿಜೆಪಿ ಜಿಲ್ಲಾ ಸಮಿತಿಗೆ ನೂತನ ಪದಾಧಿಕಾರಿಗಳನ್ನು ನೇಮಕ ಮಾಡಲಾಗಿದೆ. ಗೋಣಿಕೊಪ್ಪಲು, ಜು.10– ಬಿಜೆಪಿ ಜಿಲ್ಲಾ ಸಮಿತಿಗೆ ನೂತನ ಪದಾಧಿಕಾರಿಗಳನ್ನು ನೇಮಕ ಮಾಡಲಾಗಿದೆ.: [528, 775, 612, 857]
